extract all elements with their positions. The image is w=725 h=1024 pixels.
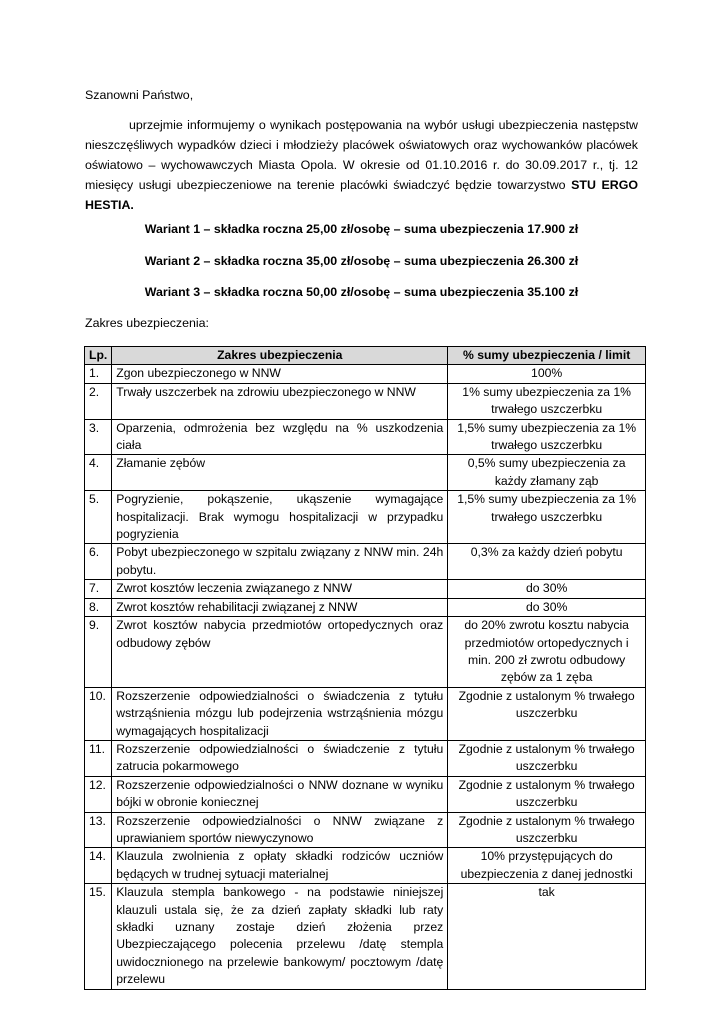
table-row xyxy=(85,884,646,989)
table-row xyxy=(85,491,646,544)
row-number: 1. xyxy=(85,365,112,383)
table-header-row xyxy=(85,347,646,365)
row-number: 10. xyxy=(85,687,112,740)
intro-paragraph xyxy=(85,115,638,215)
row-limit: 1,5% sumy ubezpieczenia za 1% trwałego uszczerbku xyxy=(448,491,646,544)
row-limit: 10% przystępujących do ubezpieczenia z danej jednostki xyxy=(448,848,646,884)
row-number: 15. xyxy=(85,884,112,989)
row-number: 2. xyxy=(85,383,112,419)
row-scope: Zwrot kosztów leczenia związanego z NNW xyxy=(112,580,448,598)
row-limit: do 30% xyxy=(448,598,646,616)
row-number: 9. xyxy=(85,617,112,688)
table-row xyxy=(85,740,646,776)
row-number: 4. xyxy=(85,455,112,491)
row-limit: Zgodnie z ustalonym % trwałego uszczerbku xyxy=(448,776,646,812)
row-limit: tak xyxy=(448,884,646,989)
row-scope: Zwrot kosztów rehabilitacji związanej z NNW xyxy=(112,598,448,616)
row-scope: Pogryzienie, pokąszenie, ukąszenie wymagające hospitalizacji. Brak wymogu hospitalizacji w przypadku pogryzienia xyxy=(112,491,448,544)
scope-label: Zakres ubezpieczenia: xyxy=(85,316,209,330)
row-scope: Rozszerzenie odpowiedzialności o NNW doznane w wyniku bójki w obronie koniecznej xyxy=(112,776,448,812)
row-limit: Zgodnie z ustalonym % trwałego uszczerbku xyxy=(448,687,646,740)
row-scope: Oparzenia, odmrożenia bez względu na % uszkodzenia ciała xyxy=(112,419,448,455)
table-row xyxy=(85,687,646,740)
row-scope: Pobyt ubezpieczonego w szpitalu związany z NNW min. 24h pobytu. xyxy=(112,544,448,580)
row-number: 8. xyxy=(85,598,112,616)
header-limit: % sumy ubezpieczenia / limit xyxy=(448,347,646,365)
row-scope: Zwrot kosztów nabycia przedmiotów ortopedycznych oraz odbudowy zębów xyxy=(112,617,448,688)
insurance-table xyxy=(84,346,646,990)
table-row xyxy=(85,598,646,616)
table-row xyxy=(85,544,646,580)
row-scope: Klauzula stempla bankowego - na podstawie niniejszej klauzuli ustala się, że za dzień zapłaty składki lub raty składki uznany zostaje dzień złożenia przez Ubezpieczającego polecenia przelewu /datę stempla uwidocznionego na przelewie bankowym/ pocztowym /datę przelewu xyxy=(112,884,448,989)
row-number: 7. xyxy=(85,580,112,598)
header-scope: Zakres ubezpieczenia xyxy=(112,347,448,365)
intro-text: uprzejmie informujemy o wynikach postępowania na wybór usługi ubezpieczenia następstw nieszczęśliwych wypadków dzieci i młodzieży placówek oświatowych oraz wychowanków placówek oświatowo – wychowawczych Miasta Opola. W okresie od 01.10.2016 r. do 30.09.2017 r., tj. 12 miesięcy usługi ubezpieczeniowe na terenie placówki świadczyć będzie towarzystwo xyxy=(85,118,638,192)
row-scope: Klauzula zwolnienia z opłaty składki rodziców uczniów będących w trudnej sytuacji materialnej xyxy=(112,848,448,884)
variant-2: Wariant 2 – składka roczna 35,00 zł/osobę – suma ubezpieczenia 26.300 zł xyxy=(144,254,579,268)
row-number: 12. xyxy=(85,776,112,812)
insurer-name: STU ERGO HESTIA. xyxy=(85,178,638,212)
row-scope: Rozszerzenie odpowiedzialności o świadczenia z tytułu wstrząśnienia mózgu lub podejrzenia wstrząśnienia mózgu wymagających hospitalizacji xyxy=(112,687,448,740)
row-scope: Trwały uszczerbek na zdrowiu ubezpieczonego w NNW xyxy=(112,383,448,419)
row-scope: Rozszerzenie odpowiedzialności o NNW związane z uprawianiem sportów niewyczynowo xyxy=(112,812,448,848)
row-limit: 100% xyxy=(448,365,646,383)
table-row xyxy=(85,455,646,491)
row-limit: 0,5% sumy ubezpieczenia za każdy złamany ząb xyxy=(448,455,646,491)
row-number: 5. xyxy=(85,491,112,544)
table-row xyxy=(85,848,646,884)
row-limit: 1,5% sumy ubezpieczenia za 1% trwałego uszczerbku xyxy=(448,419,646,455)
row-limit: 0,3% za każdy dzień pobytu xyxy=(448,544,646,580)
table-row xyxy=(85,365,646,383)
row-scope: Złamanie zębów xyxy=(112,455,448,491)
row-number: 3. xyxy=(85,419,112,455)
row-scope: Zgon ubezpieczonego w NNW xyxy=(112,365,448,383)
variant-3: Wariant 3 – składka roczna 50,00 zł/osobę – suma ubezpieczenia 35.100 zł xyxy=(144,285,579,299)
table-row xyxy=(85,383,646,419)
row-number: 13. xyxy=(85,812,112,848)
row-limit: 1% sumy ubezpieczenia za 1% trwałego uszczerbku xyxy=(448,383,646,419)
row-limit: do 20% zwrotu kosztu nabycia przedmiotów ortopedycznych i min. 200 zł zwrotu odbudowy zębów za 1 zęba xyxy=(448,617,646,688)
table-row xyxy=(85,617,646,688)
row-limit: Zgodnie z ustalonym % trwałego uszczerbku xyxy=(448,812,646,848)
variant-1: Wariant 1 – składka roczna 25,00 zł/osobę – suma ubezpieczenia 17.900 zł xyxy=(144,222,579,236)
row-number: 11. xyxy=(85,740,112,776)
row-limit: do 30% xyxy=(448,580,646,598)
table-row xyxy=(85,580,646,598)
table-row xyxy=(85,419,646,455)
row-limit: Zgodnie z ustalonym % trwałego uszczerbku xyxy=(448,740,646,776)
table-row xyxy=(85,776,646,812)
row-number: 14. xyxy=(85,848,112,884)
row-number: 6. xyxy=(85,544,112,580)
row-scope: Rozszerzenie odpowiedzialności o świadczenie z tytułu zatrucia pokarmowego xyxy=(112,740,448,776)
greeting: Szanowni Państwo, xyxy=(85,88,194,102)
table-row xyxy=(85,812,646,848)
header-number: Lp. xyxy=(85,347,112,365)
